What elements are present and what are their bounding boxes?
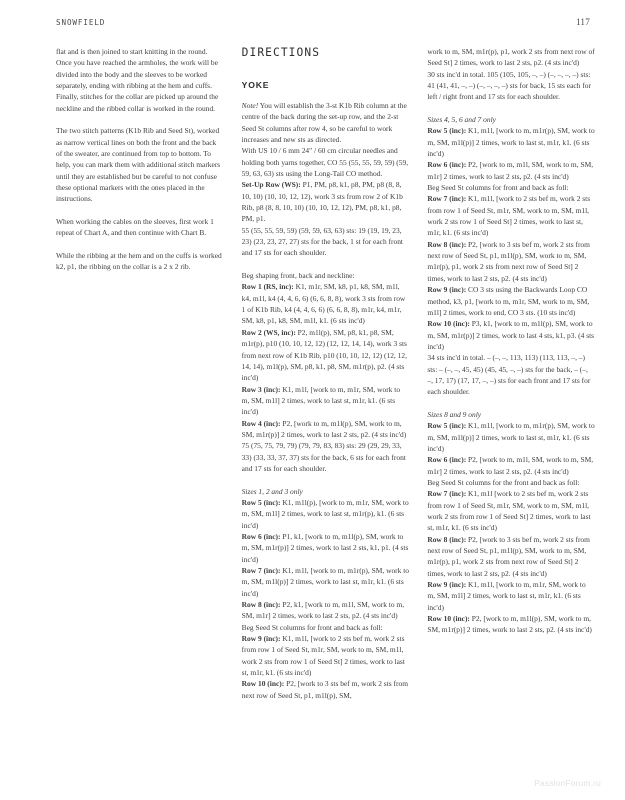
row-paragraph — [242, 281, 410, 326]
row-paragraph — [427, 488, 595, 533]
directions-heading: DIRECTIONS — [241, 46, 321, 59]
row-paragraph — [427, 613, 595, 636]
row-paragraph — [242, 633, 410, 678]
s4567-row10-label: Row 10 (inc): — [427, 319, 470, 329]
row-paragraph — [427, 420, 595, 454]
row3-text: K1, m1l, [work to m, m1r, SM, work to m, SM, m1l] 2 times, work to last st, m1r, k1. (6 sts inc'd) — [241, 384, 401, 417]
paragraph: flat and is then joined to start knitting in the round. Once you have reached the armholes, the work will be divided into the body and the sleeves to be worked separately, ending with ribbing at the hem and cuffs. Finally, stitches for the collar are picked up around the neckline and the ribbed collar is worked in the round. — [56, 47, 219, 113]
s123-total: 30 sts inc'd in total. 105 (105, 105, –, –) (–, –, –, –) sts: 41 (41, 41, –, –) (–, –, –, –) sts for back, 15 sts each for left / right front and 17 sts for each shoulder. — [427, 69, 591, 102]
s123-row8-text: P2, k1, [work to m, m1l, SM, work to m, SM, m1r] 2 times, work to last 2 sts, p2. (4 sts inc'd) — [241, 600, 405, 621]
row-paragraph — [242, 384, 410, 418]
row-paragraph — [427, 534, 595, 579]
row2-text: P2, m1l(p), SM, p8, k1, p8, SM, m1r(p), p10 (10, 10, 12, 12) (12, 12, 14, 14), work 3 sts from next row of K1b Rib, p10 (10, 10, 12, 12) (12, 12, 14, 14), m1l(p), SM, p8, k1, p8, SM, m1r(p), p2. (4 sts inc'd) — [241, 327, 407, 383]
continued-text: work to m, SM, m1r(p), p1, work 2 sts from next row of Seed St] 2 times, work to last 2 sts, p2. (4 sts inc'd) — [427, 47, 595, 68]
row-paragraph — [427, 454, 595, 477]
row4-count: 75 (75, 75, 79, 79) (79, 79, 83, 83) sts: 29 (29, 29, 33, 33) (33, 33, 37, 37) sts for the back, 6 sts for each front and 17 sts for each shoulder. — [241, 441, 406, 473]
s123-row9-label: Row 9 (inc): — [241, 634, 281, 644]
s89-row8-label: Row 8 (inc): — [427, 534, 467, 544]
s89-row9-text: K1, m1l, [work to m, m1r, SM, work to m, SM, m1l] 2 times, work to last st, m1r, k1. (6 sts inc'd) — [427, 580, 586, 612]
s123-row9-text: K1, m1l, [work to 2 sts bef m, work 2 sts from row 1 of Seed St, m1r, SM, work to m, SM, m1l, work 2 sts from row 1 of Seed St] 2 times, work to last st, m1r, k1. (6 sts inc'd) — [241, 634, 405, 678]
column-three — [427, 46, 595, 762]
s123-beg-seed: Beg Seed St columns for front and back as foll: — [241, 622, 383, 632]
book-title: SNOWFIELD — [56, 18, 106, 27]
s123-row5-label: Row 5 (inc): — [241, 497, 281, 507]
s4567-row6-text: P2, [work to m, m1l, SM, work to m, SM, m1r] 2 times, work to last 2 sts, p2. (4 sts inc'd) — [427, 160, 594, 181]
s89-row5-label: Row 5 (inc): — [427, 421, 467, 431]
s89-row10-text: P2, [work to m, m1l(p), SM, work to m, SM, m1r(p)] 2 times, work to last 2 sts, p2. (4 sts inc'd) — [427, 614, 592, 635]
note-label: Note! — [241, 101, 259, 110]
row4-label: Row 4 (inc): — [241, 418, 281, 428]
running-head — [56, 17, 590, 31]
column-two — [242, 46, 410, 762]
row-paragraph — [242, 497, 410, 531]
s4567-row9-label: Row 9 (inc): — [427, 285, 467, 295]
s89-row7-text: K1, m1l [work to 2 sts bef m, work 2 sts from row 1 of Seed St, m1r, SM, work to m, SM, m1l, work 2 sts from row 1 of Seed St] 2 times, work to last st, m1r, k1. (6 sts inc'd) — [427, 489, 591, 533]
paragraph: When working the cables on the sleeves, first work 1 repeat of Chart A, and then continue with Chart B. — [56, 217, 214, 238]
site-watermark: PassionForum.ru — [534, 778, 601, 788]
s123-row10-text: P2, [work to 3 sts bef m, work 2 sts from next row of Seed St, p1, m1l(p), SM, — [241, 679, 408, 700]
s4567-row8-text: P2, [work to 3 sts bef m, work 2 sts from next row of Seed St, p1, m1l(p), SM, work to m, SM, m1r(p), p1, work 2 sts from next row of Seed St] 2 times, work to last 2 sts, p2. (4 sts inc'd) — [427, 239, 590, 283]
s89-row8-text: P2, [work to 3 sts bef m, work 2 sts from next row of Seed St, p1, m1l(p), SM, work to m, SM, m1r(p), p1, work 2 sts from next row of Seed St] 2 times, work to last 2 sts, p2. (4 sts inc'd) — [427, 534, 590, 578]
paragraph: While the ribbing at the hem and on the cuffs is worked k2, p1, the ribbing on the collar is a 2 x 2 rib. — [56, 251, 222, 272]
s4567-total: 34 sts inc'd in total. – (–, –, 113, 113) (113, 113, –, –) sts: – (–, –, 45, 45) (45, 45, –, –) sts for the back, – (–, –, 17, 17) (17, 17, –, –) sts for each front and 17 sts for each shoulder. — [427, 353, 591, 397]
row1-text: K1, m1r, SM, k8, p1, k8, SM, m1l, k4, m1l, k4 (4, 4, 6, 6) (6, 6, 8, 8), work 3 sts from row 1 of K1b Rib, k4 (4, 4, 6, 6) (6, 6, 8, 8), m1r, k4, m1r, SM, k8, p1, k8, SM, m1l, k1. (6 sts inc'd) — [241, 282, 406, 326]
s4567-row9-text: CO 3 sts using the Backwards Loop CO method, k3, p1, [work to m, m1r, SM, work to m, SM, m1l] 2 times, work to end, CO 3 sts. (10 sts inc'd) — [427, 285, 590, 317]
row-paragraph — [242, 327, 410, 384]
s4567-beg-seed: Beg Seed St columns for front and back as foll: — [427, 183, 569, 193]
beg-shaping-label: Beg shaping front, back and neckline: — [241, 271, 355, 281]
s123-row7-label: Row 7 (inc): — [241, 566, 281, 575]
sizes-89-heading: Sizes 8 and 9 only — [427, 409, 482, 419]
yoke-heading: YOKE — [241, 80, 270, 90]
s4567-row6-label: Row 6 (inc): — [427, 160, 467, 170]
setup-row-text: P1, PM, p8, k1, p8, PM, p8 (8, 8, 10, 10) (10, 10, 12, 12), work 3 sts from row 2 of K1b Rib, p8 (8, 8, 10, 10) (10, 10, 12, 12), PM, p8, k1, p8, PM, p1. — [241, 180, 403, 224]
s4567-row5-label: Row 5 (inc): — [427, 126, 467, 136]
s4567-row8-label: Row 8 (inc): — [427, 239, 467, 249]
row4-text: P2, [work to m, m1l(p), SM, work to m, SM, m1r(p)] 2 times, work to last 2 sts, p2. (4 sts inc'd) — [241, 418, 407, 439]
row-paragraph — [427, 125, 595, 159]
s123-row5-text: K1, m1l(p), [work to m, m1r, SM, work to m, SM, m1l] 2 times, work to last st, m1r(p), k1. (6 sts inc'd) — [241, 497, 409, 530]
row-paragraph — [427, 579, 595, 613]
text-columns — [56, 46, 595, 762]
s89-row9-label: Row 9 (inc): — [427, 580, 467, 590]
row-paragraph — [427, 159, 595, 182]
column-one — [56, 46, 224, 762]
setup-count: 55 (55, 55, 59, 59) (59, 59, 63, 63) sts: 19 (19, 19, 23, 23) (23, 23, 27, 27) sts for the back, 1 st for each front and 17 sts for each shoulder. — [241, 225, 403, 258]
row-paragraph — [427, 284, 595, 318]
note-text: You will establish the 3-st K1b Rib column at the centre of the back during the set-up row, and the 2-st Seed St columns after row 4, so be careful to work increases and new sts as directed. — [241, 101, 407, 145]
row-paragraph — [242, 565, 410, 599]
row3-label: Row 3 (inc): — [241, 384, 281, 394]
page-number: 117 — [575, 17, 590, 27]
sizes-4567-heading: Sizes 4, 5, 6 and 7 only — [427, 115, 496, 125]
s89-row7-label: Row 7 (inc): — [427, 489, 467, 499]
s89-row6-text: P2, [work to m, m1l, SM, work to m, SM, m1r] 2 times, work to last 2 sts, p2. (4 sts inc'd) — [427, 455, 594, 476]
cast-on-paragraph: With US 10 / 6 mm 24" / 60 cm circular needles and holding both yarns together, CO 55 (55, 55, 59, 59) (59, 59, 63, 63) sts using the Long-Tail CO method. — [241, 146, 409, 179]
row-paragraph — [242, 418, 410, 441]
row1-label: Row 1 (RS, inc): — [241, 282, 294, 292]
setup-row-paragraph — [242, 179, 410, 224]
sizes-123-heading: Sizes 1, 2 and 3 only — [241, 486, 303, 496]
s89-row6-label: Row 6 (inc): — [427, 455, 467, 465]
row2-label: Row 2 (WS, inc): — [241, 327, 296, 337]
s4567-row7-text: K1, m1l, [work to 2 sts bef m, work 2 sts from row 1 of Seed St, m1r, SM, work to m, SM, m1l, work 2 sts row 1 of Seed St] 2 times, work to last st, m1r, k1. (6 sts inc'd) — [427, 194, 591, 238]
s123-row6-text: P1, k1, [work to m, m1l(p), SM, work to m, SM, m1r(p)] 2 times, work to last 2 sts, k1, p1. (4 sts inc'd) — [241, 531, 409, 564]
s89-beg-seed: Beg Seed St columns for the front and back as foll: — [427, 477, 580, 487]
row-paragraph — [427, 318, 595, 352]
setup-row-label: Set-Up Row (WS): — [241, 180, 301, 190]
row-paragraph — [242, 599, 410, 622]
s123-row7-text: K1, m1l, [work to m, m1r(p), SM, work to m, SM, m1l(p)] 2 times, work to last st, m1r, k1. (6 sts inc'd) — [241, 566, 410, 598]
s4567-row7-label: Row 7 (inc): — [427, 194, 467, 204]
s89-row10-label: Row 10 (inc): — [427, 614, 470, 624]
row-paragraph — [427, 239, 595, 284]
s123-row6-label: Row 6 (inc): — [241, 531, 281, 541]
note-paragraph — [242, 100, 410, 145]
row-paragraph — [242, 531, 410, 565]
s4567-row5-text: K1, m1l, [work to m, m1r(p), SM, work to m, SM, m1l(p)] 2 times, work to last st, m1r, k1. (6 sts inc'd) — [427, 126, 595, 159]
row-paragraph — [242, 678, 410, 701]
paragraph: The two stitch patterns (K1b Rib and Seed St), worked as narrow vertical lines on both the front and the back of the sweater, are continued from top to bottom. To help, you can mark them with additional stitch markers until they are established but be careful to not confuse these optional markers with the ones placed in the instructions. — [56, 126, 221, 204]
s89-row5-text: K1, m1l, [work to m, m1r(p), SM, work to m, SM, m1l(p)] 2 times, work to last st, m1r, k1. (6 sts inc'd) — [427, 421, 595, 453]
row-paragraph — [427, 193, 595, 238]
s4567-row10-text: P3, k1, [work to m, m1l(p), SM, work to m, SM, m1r(p)] 2 times, work to last 4 sts, k1, p3. (4 sts inc'd) — [427, 319, 595, 351]
s123-row8-label: Row 8 (inc): — [241, 600, 281, 610]
s123-row10-label: Row 10 (inc): — [241, 679, 285, 689]
